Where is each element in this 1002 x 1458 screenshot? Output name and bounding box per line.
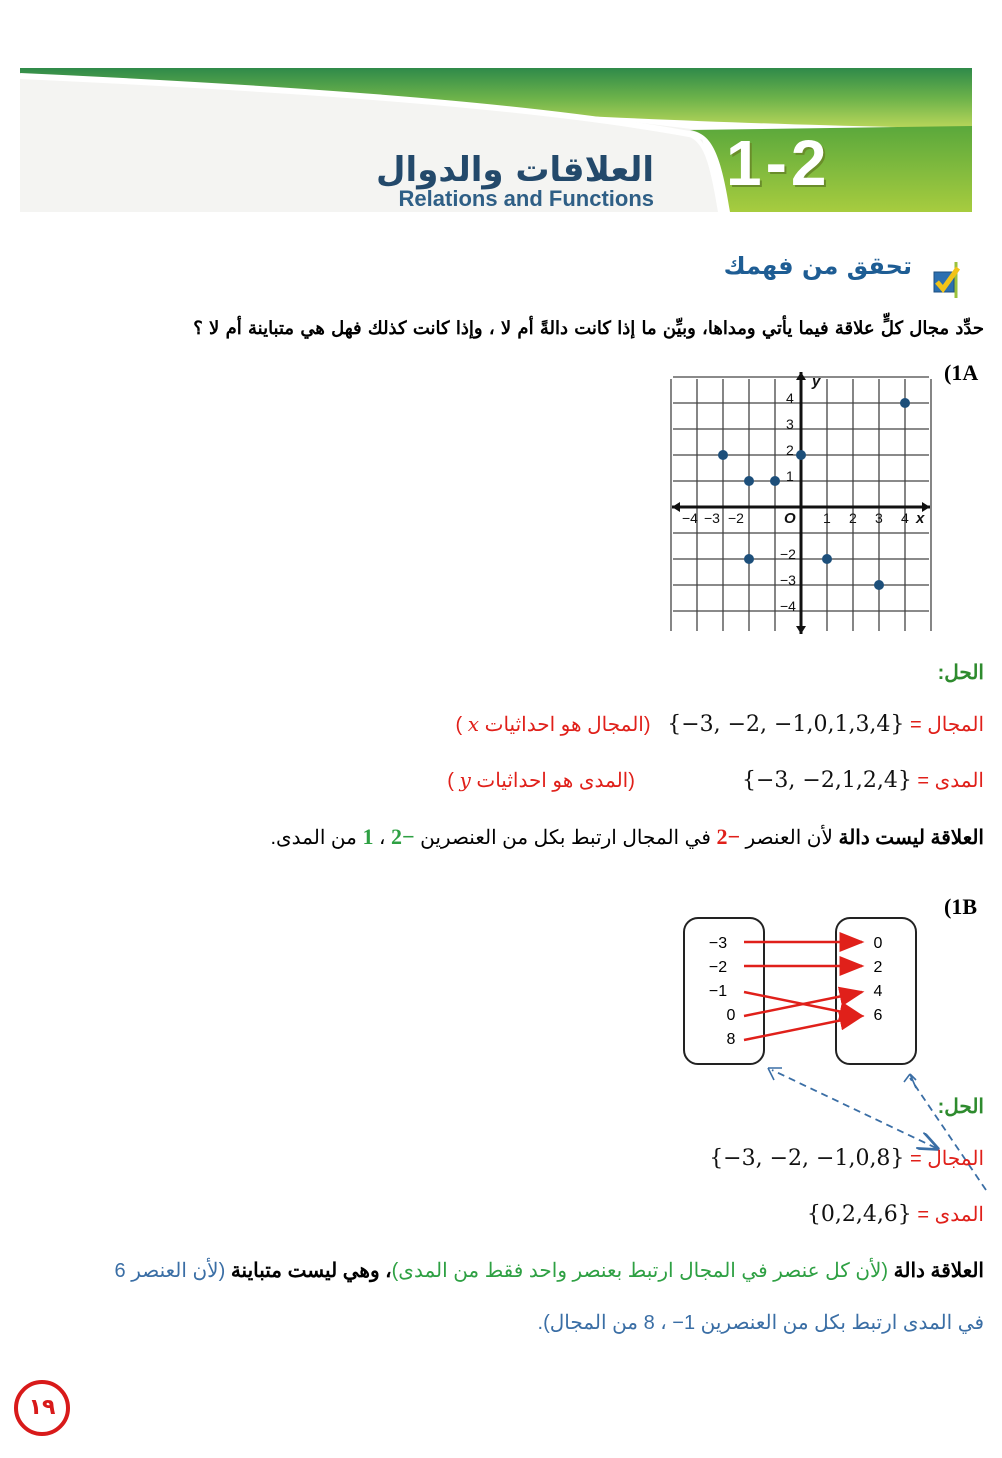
lesson-title-ar: العلاقات والدوال (376, 150, 654, 190)
range-element: 0 (873, 935, 883, 952)
domain-element: −3 (708, 935, 728, 952)
conclusion-text: من المدى. (270, 827, 363, 849)
range-element: 6 (873, 1007, 883, 1024)
domain-label: المجال (927, 714, 984, 736)
axis-arrowhead (796, 372, 806, 380)
conclusion-verdict: ، وهي ليست متباينة (230, 1260, 392, 1282)
x-tick-label: 2 (849, 510, 857, 526)
y-tick-label: −4 (780, 598, 796, 614)
conclusion-1b (115, 1258, 984, 1283)
range-line-1a (447, 768, 984, 793)
x-tick-label: 4 (901, 510, 909, 526)
range-var: y (459, 768, 471, 792)
domain-element: 8 (726, 1031, 736, 1048)
problem-label-1b: (1B (944, 894, 977, 919)
domain-set: {−3, −2, −1,0,1,3,4} (667, 712, 905, 737)
domain-element: 0 (726, 1007, 736, 1024)
origin-label: O (784, 510, 796, 527)
domain-label: المجال (927, 1148, 984, 1170)
plotted-point (796, 450, 806, 460)
equals-sign: = (910, 1148, 922, 1170)
y-tick-label: −3 (780, 572, 796, 588)
close-paren: ) (447, 770, 454, 792)
equals-sign: = (910, 714, 922, 736)
x-axis-label: x (916, 510, 925, 527)
graph-axes (672, 372, 930, 634)
arrowhead-icon (766, 1064, 786, 1088)
y-tick-label: −2 (780, 546, 796, 562)
range-label: المدى (934, 1204, 984, 1226)
range-set: {−3, −2,1,2,4} (742, 768, 912, 793)
plotted-point (744, 554, 754, 564)
plotted-point (744, 476, 754, 486)
conclusion-number: −2 (716, 824, 740, 849)
conclusion-text: لأن العنصر (739, 827, 839, 849)
plotted-point (900, 398, 910, 408)
domain-line-1b (709, 1146, 984, 1171)
range-element: 2 (873, 959, 883, 976)
conclusion-text: في المجال ارتبط بكل من العنصرين (414, 827, 717, 849)
instruction-text: حدِّد مجال كلٍّ علاقة فيما يأتي ومداها، وبيِّن ما إذا كانت دالةً أم لا ، وإذا كانت كذلك فهل هي متباينة أم لا ؟ (193, 318, 984, 339)
conclusion-verdict: العلاقة ليست دالة (838, 827, 984, 849)
y-axis-label: y (812, 373, 821, 390)
domain-note: (المجال هو احداثيات (484, 714, 651, 736)
y-tick-label: 2 (786, 442, 794, 458)
conclusion-reason: (لأن العنصر 6 (114, 1260, 231, 1282)
check-heading: تحقق من فهمك (723, 252, 912, 280)
x-tick-label: 1 (823, 510, 831, 526)
x-tick-label: −3 (704, 510, 720, 526)
coordinate-graph (668, 370, 934, 640)
x-tick-label: −2 (728, 510, 744, 526)
range-element: 4 (873, 983, 883, 1000)
range-note: (المدى هو احداثيات (476, 770, 635, 792)
conclusion-reason: (لأن كل عنصر في المجال ارتبط بعنصر واحد فقط من المدى) (391, 1260, 894, 1282)
lesson-title-en: Relations and Functions (398, 186, 654, 211)
checkmark-icon (928, 262, 972, 302)
domain-line-1a (456, 712, 984, 737)
problem-label-1a: (1A (944, 360, 979, 385)
solution-title-1a: الحل: (937, 662, 984, 684)
solution-title-1b: الحل: (937, 1096, 984, 1118)
axis-arrowhead (672, 502, 680, 512)
domain-element: −2 (708, 959, 728, 976)
conclusion-1a (270, 824, 984, 850)
equals-sign: = (917, 770, 930, 792)
plotted-point (718, 450, 728, 460)
x-tick-label: −4 (682, 510, 698, 526)
plotted-point (874, 580, 884, 590)
conclusion-number: 1 (362, 824, 374, 849)
close-paren: ) (455, 714, 463, 736)
plotted-point (770, 476, 780, 486)
axis-arrowhead (796, 626, 806, 634)
equals-sign: = (917, 1204, 930, 1226)
y-tick-label: 4 (786, 390, 794, 406)
range-line-1b (807, 1202, 984, 1227)
domain-set: {−3, −2, −1,0,8} (709, 1146, 905, 1171)
range-label: المدى (934, 770, 984, 792)
conclusion-number: −2 (391, 824, 415, 849)
conclusion-text: ، (373, 827, 392, 849)
plotted-point (822, 554, 832, 564)
y-tick-label: 3 (786, 416, 794, 432)
page-number: ١٩ (14, 1380, 70, 1436)
conclusion-verdict: العلاقة دالة (893, 1260, 984, 1282)
range-set: {0,2,4,6} (806, 1202, 912, 1227)
domain-element: −1 (708, 983, 728, 1000)
dashed-pointer-arrows (760, 1060, 1002, 1204)
arrowhead-icon (900, 1072, 920, 1096)
x-tick-label: 3 (875, 510, 883, 526)
domain-var: x (467, 712, 480, 736)
lesson-number: 1-2 (726, 127, 831, 199)
conclusion-1b-line2: في المدى ارتبط بكل من العنصرين 1− ، 8 من المجال). (537, 1312, 984, 1334)
y-tick-label: 1 (786, 468, 794, 484)
